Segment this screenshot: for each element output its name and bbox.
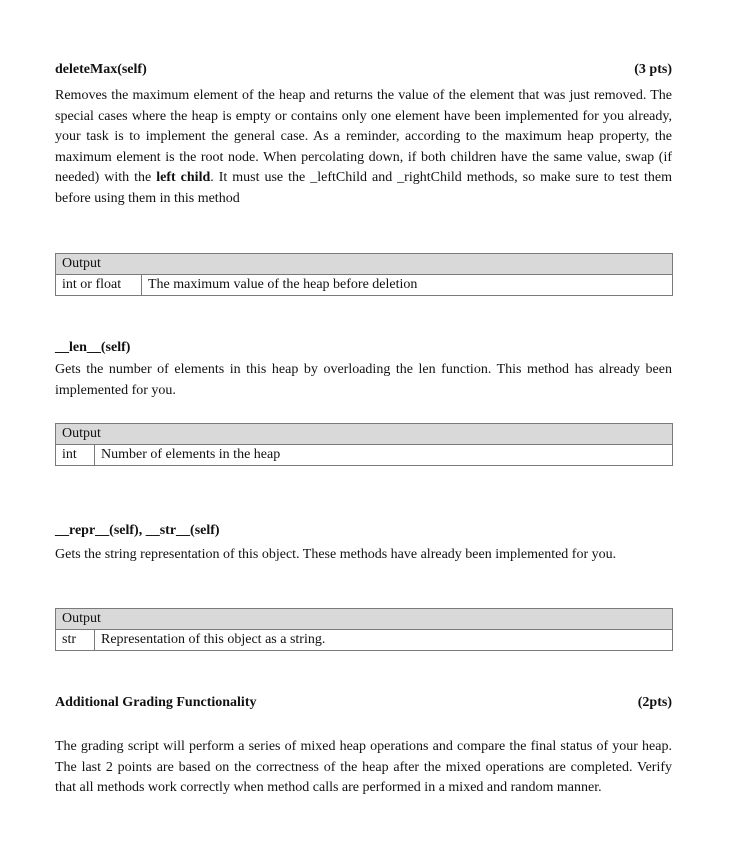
- deletemax-desc-part1: Removes the maximum element of the heap and returns the value of the element that was just removed. The special cases where the heap is empty or contains only one element have been implemented for you already, your task is to implement the general case. As a reminder, according to the maximum heap property, the maximum element is the root node. When percolating down, if both children have the same value, swap (if needed) with the: [55, 88, 672, 185]
- grading-points: (2pts): [637, 695, 672, 710]
- table-header-row: [56, 609, 673, 630]
- table-row: [56, 445, 673, 466]
- table-header-cell: Output: [56, 609, 673, 630]
- deletemax-title: deleteMax(self): [55, 62, 147, 77]
- len-description: Gets the number of elements in this heap by overloading the len function. This method has already been implemented for you.: [55, 362, 672, 398]
- len-output-table: [55, 423, 673, 466]
- deletemax-description: [55, 86, 672, 209]
- repr-output-table: [55, 608, 673, 651]
- table-header-cell: Output: [56, 424, 673, 445]
- repr-title: __repr__(self), __str__(self): [55, 523, 220, 538]
- deletemax-desc-part2: . It must use the _leftChild and _rightChild methods, so make sure to test them before using them in this method: [55, 170, 673, 206]
- table-header-cell: Output: [56, 254, 673, 275]
- grading-title: Additional Grading Functionality: [55, 695, 257, 710]
- deletemax-desc-bold: left child: [156, 170, 211, 185]
- repr-heading: [55, 523, 672, 539]
- deletemax-points: (3 pts): [634, 62, 672, 77]
- table-type-cell: int: [56, 445, 95, 466]
- table-value-cell: The maximum value of the heap before deletion: [142, 275, 673, 296]
- grading-description: The grading script will perform a series of mixed heap operations and compare the final status of your heap. The last 2 points are based on the correctness of the heap after the mixed operations are completed. Verify that all methods work correctly when method calls are performed in a mixed and random manner.: [55, 739, 672, 795]
- table-type-cell: str: [56, 630, 95, 651]
- table-type-cell: int or float: [56, 275, 142, 296]
- table-header-row: [56, 254, 673, 275]
- table-row: [56, 630, 673, 651]
- grading-heading: [55, 695, 672, 711]
- len-title: __len__(self): [55, 340, 131, 355]
- table-header-row: [56, 424, 673, 445]
- len-heading: [55, 340, 672, 356]
- table-row: [56, 275, 673, 296]
- table-value-cell: Representation of this object as a string.: [95, 630, 673, 651]
- table-value-cell: Number of elements in the heap: [95, 445, 673, 466]
- deletemax-heading: [55, 62, 672, 78]
- repr-description: Gets the string representation of this object. These methods have already been implemented for you.: [55, 547, 617, 562]
- deletemax-output-table: [55, 253, 673, 296]
